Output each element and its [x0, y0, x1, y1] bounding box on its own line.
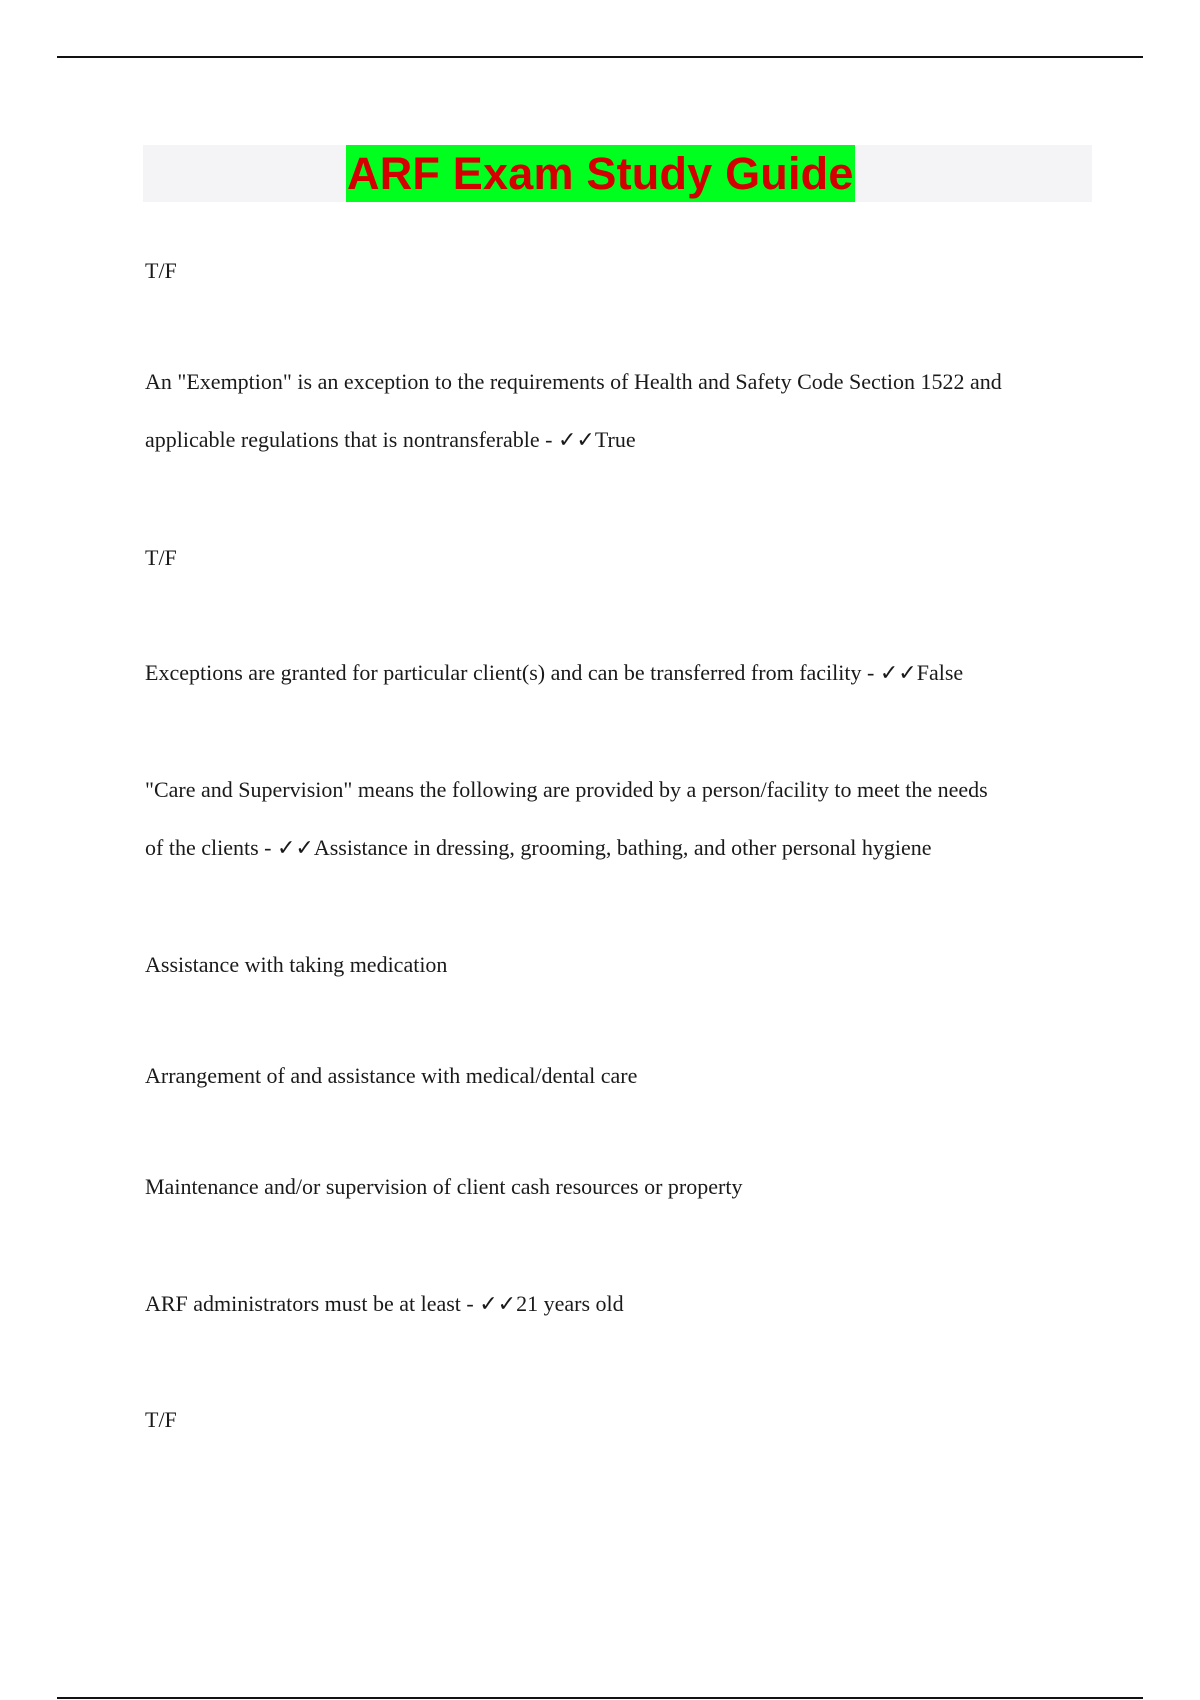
- answer-line: [145, 833, 932, 864]
- line-text: T/F: [145, 1407, 177, 1432]
- answer-text: True: [594, 427, 636, 452]
- bottom-rule: [57, 1697, 1143, 1699]
- line-text: T/F: [145, 258, 177, 283]
- question-line: [145, 1405, 177, 1435]
- line-text: Maintenance and/or supervision of client cash resources or property: [145, 1174, 743, 1199]
- check-mark-icon: ✓✓: [879, 661, 917, 686]
- check-mark-icon: ✓✓: [479, 1292, 517, 1317]
- question-line: [145, 367, 1002, 397]
- line-text: ARF administrators must be at least -: [145, 1291, 480, 1316]
- line-text: T/F: [145, 545, 177, 570]
- list-item: [145, 1172, 742, 1202]
- question-line: [145, 256, 177, 286]
- answer-line: [145, 1289, 624, 1320]
- check-mark-icon: ✓✓: [557, 428, 595, 453]
- answer-text: Assistance in dressing, grooming, bathing, and other personal hygiene: [313, 835, 932, 860]
- line-text: Arrangement of and assistance with medical/dental care: [145, 1063, 638, 1088]
- answer-line: [145, 658, 963, 689]
- top-rule: [57, 56, 1143, 58]
- line-text: "Care and Supervision" means the following are provided by a person/facility to meet the needs: [145, 777, 988, 802]
- list-item: [145, 950, 447, 980]
- line-text: An "Exemption" is an exception to the requirements of Health and Safety Code Section 1522 and: [145, 369, 1002, 394]
- answer-line: [145, 425, 636, 456]
- check-mark-icon: ✓✓: [276, 836, 314, 861]
- line-text: Exceptions are granted for particular client(s) and can be transferred from facility -: [145, 660, 880, 685]
- answer-text: 21 years old: [516, 1291, 624, 1316]
- answer-text: False: [916, 660, 964, 685]
- question-line: [145, 543, 177, 573]
- line-text: applicable regulations that is nontransferable -: [145, 427, 558, 452]
- question-line: [145, 775, 988, 805]
- line-text: of the clients -: [145, 835, 277, 860]
- line-text: Assistance with taking medication: [145, 952, 448, 977]
- page-title: ARF Exam Study Guide: [346, 145, 855, 202]
- list-item: [145, 1061, 637, 1091]
